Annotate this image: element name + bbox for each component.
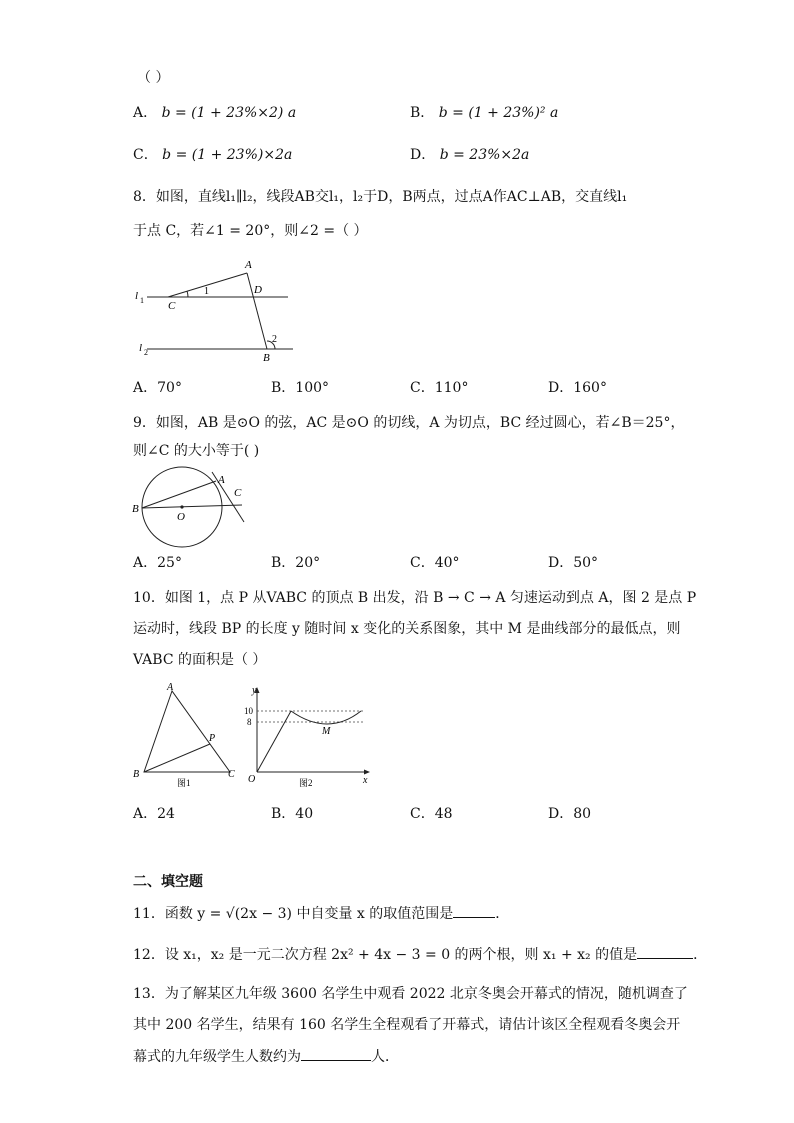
q8-option-d[interactable] (548, 378, 607, 398)
q13-answer-blank[interactable] (301, 1046, 371, 1061)
q13-stem-line1: 13．为了解某区九年级 3600 名学生中观看 2022 北京冬奥会开幕式的情况，随机调查了 (133, 986, 688, 1002)
label-p: P (209, 733, 216, 744)
q7-option-b[interactable] (410, 103, 558, 123)
option-label: D． (548, 555, 574, 571)
q8-stem-line2: 于点 C，若∠1 = 20°，则∠2 =（ ） (133, 223, 368, 239)
option-label: D． (548, 806, 574, 822)
option-label: B． (271, 806, 296, 822)
x-arrow (364, 770, 370, 775)
q12-text: 12．设 x₁，x₂ 是一元二次方程 2x² + 4x − 3 = 0 的两个根，则 x₁ + x₂ 的值是 (133, 947, 638, 963)
chord-ab (142, 481, 216, 508)
option-text: 40° (434, 555, 460, 571)
q11-end: ． (495, 906, 510, 922)
q8-option-c[interactable] (410, 378, 468, 398)
q10-option-c[interactable] (410, 804, 453, 824)
caption-fig1: 图1 (177, 778, 191, 788)
q7-option-d[interactable] (410, 145, 529, 165)
caption-fig2: 图2 (299, 778, 313, 788)
center-point (180, 505, 183, 508)
option-text: b = (1 + 23%)×2a (162, 147, 293, 163)
option-label: C． (133, 147, 158, 163)
segment-bp (144, 744, 210, 772)
q13-stem-line2: 其中 200 名学生，结果有 160 名学生全程观看了开幕式，请估计该区全程观看冬奥会开 (133, 1017, 681, 1033)
q9-stem-line1: 9．如图，AB 是⊙O 的弦，AC 是⊙O 的切线，A 为切点，BC 经过圆心，若∠B＝25°， (133, 415, 685, 431)
q8-figure (130, 255, 310, 365)
q12 (133, 944, 707, 965)
label-x: x (363, 775, 368, 786)
label-m: M (322, 726, 331, 737)
label-b: B (263, 352, 270, 364)
q9-stem-line2: 则∠C 的大小等于( ) (133, 443, 260, 459)
q13-text: 幕式的九年级学生人数约为 (133, 1049, 301, 1065)
q7-option-a[interactable] (133, 103, 296, 123)
option-text: b = (1 + 23%×2) a (161, 105, 297, 121)
q10-stem-line3: VABC 的面积是（ ） (133, 652, 267, 668)
option-label: D． (410, 147, 436, 163)
q12-answer-blank[interactable] (637, 944, 693, 959)
label-a: A (245, 259, 252, 271)
label-c: C (228, 769, 235, 780)
q13-end: 人． (371, 1049, 399, 1065)
q9-option-b[interactable] (271, 553, 320, 573)
label-angle2: 2 (272, 334, 277, 345)
option-text: 100° (295, 380, 330, 396)
option-label: A． (133, 105, 158, 121)
option-text: 80 (573, 806, 592, 822)
q12-end: ． (693, 947, 708, 963)
q8-option-b[interactable] (271, 378, 329, 398)
graph-line (257, 711, 291, 772)
q9-option-c[interactable] (410, 553, 460, 573)
option-text: 110° (434, 380, 469, 396)
q9-option-d[interactable] (548, 553, 598, 573)
label-o: O (177, 511, 185, 523)
label-c: C (234, 487, 242, 499)
option-label: A． (133, 380, 158, 396)
option-label: A． (133, 806, 158, 822)
q10-figure2 (243, 683, 373, 788)
tick-8: 8 (247, 717, 252, 727)
q8-option-a[interactable] (133, 378, 182, 398)
option-label: C． (410, 806, 435, 822)
option-text: 20° (295, 555, 321, 571)
option-text: 25° (157, 555, 182, 571)
label-l1-sub: 1 (140, 296, 144, 305)
option-text: 40 (295, 806, 314, 822)
q7-paren: （ ） (137, 70, 170, 86)
option-text: b = (1 + 23%)² a (438, 105, 559, 121)
label-b: B (133, 769, 140, 780)
q10-stem-line1: 10．如图 1，点 P 从VABC 的顶点 B 出发，沿 B → C → A 匀速运动到点 A，图 2 是点 P (133, 590, 697, 606)
option-label: A． (133, 555, 158, 571)
label-c: C (168, 300, 176, 312)
option-text: 70° (157, 380, 182, 396)
label-l2: l (139, 342, 143, 354)
option-label: B． (410, 105, 435, 121)
q11 (133, 903, 509, 924)
q11-text: 11．函数 y = √(2x − 3) 中自变量 x 的取值范围是 (133, 906, 454, 922)
label-a: A (167, 682, 174, 693)
label-l1: l (135, 290, 139, 302)
q10-stem-line2: 运动时，线段 BP 的长度 y 随时间 x 变化的关系图象，其中 M 是曲线部分的最低点，则 (133, 621, 681, 637)
angle1-arc (187, 291, 188, 297)
q10-option-d[interactable] (548, 804, 591, 824)
label-angle1: 1 (204, 286, 209, 297)
option-text: 24 (157, 806, 175, 822)
option-text: b = 23%×2a (439, 147, 530, 163)
option-text: 160° (573, 380, 607, 396)
q10-option-b[interactable] (271, 804, 313, 824)
label-a: A (218, 474, 225, 486)
q10-figure1 (130, 680, 245, 790)
option-text: 48 (434, 806, 453, 822)
q9-option-a[interactable] (133, 553, 182, 573)
label-b: B (132, 503, 139, 515)
option-label: B． (271, 555, 296, 571)
option-label: C． (410, 555, 435, 571)
option-text: 50° (573, 555, 599, 571)
option-label: D． (548, 380, 574, 396)
option-label: B． (271, 380, 296, 396)
q10-option-a[interactable] (133, 804, 175, 824)
section-title: 二、填空题 (133, 873, 203, 889)
label-l2-sub: 2 (144, 348, 148, 357)
q8-stem-line1: 8．如图，直线l₁∥l₂，线段AB交l₁，l₂于D，B两点，过点A作AC⊥AB，交直线l₁ (133, 189, 628, 205)
label-d: D (254, 284, 262, 296)
label-y: y (252, 685, 257, 696)
q7-option-c[interactable] (133, 145, 292, 165)
label-origin: O (248, 774, 256, 785)
triangle-abc (144, 691, 230, 772)
tick-10: 10 (244, 706, 253, 716)
q13-stem-line3 (133, 1046, 399, 1067)
segment-bc (142, 505, 242, 508)
q9-figure (130, 462, 255, 552)
option-label: C． (410, 380, 435, 396)
q11-answer-blank[interactable] (453, 903, 495, 918)
